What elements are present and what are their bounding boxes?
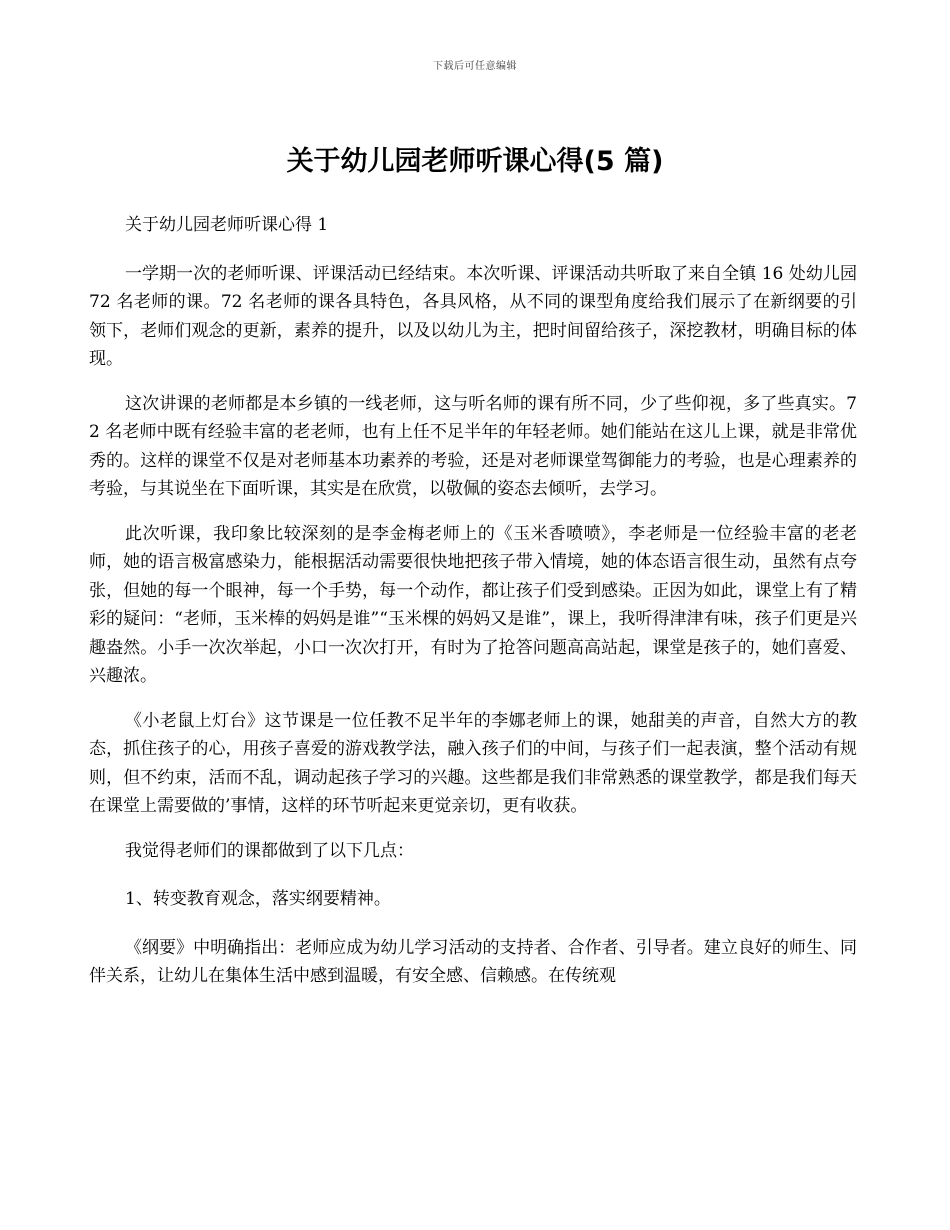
paragraph-3: 此次听课，我印象比较深刻的是李金梅老师上的《玉米香喷喷》，李老师是一位经验丰富的老老师，她的语言极富感染力，能根据活动需要很快地把孩子带入情境，她的体态语言很生动，虽然有点夸张，但她的每一个眼神，每一个手势，每一个动作，都让孩子们受到感染。正因为如此，课堂上有了精彩的疑问：“老师，玉米棒的妈妈是谁”“玉米棵的妈妈又是谁”，课上，我听得津津有味，孩子们更是兴趣盎然。小手一次次举起，小口一次次打开，有时为了抢答问题高高站起，课堂是孩子的，她们喜爱、兴趣浓。	[89, 523, 857, 686]
paragraph-5: 我觉得老师们的课都做到了以下几点：	[125, 840, 414, 861]
paragraph-1: 一学期一次的老师听课、评课活动已经结束。本次听课、评课活动共听取了来自全镇 16 处幼儿园 72 名老师的课。72 名老师的课各具特色，各具风格，从不同的课型角度给我们展示了在新纲要的引领下，老师们观念的更新，素养的提升，以及以幼儿为主，把时间留给孩子，深挖教材，明确目标的体现。	[89, 263, 857, 369]
paragraph-2: 这次讲课的老师都是本乡镇的一线老师，这与听名师的课有所不同，少了些仰视，多了些真实。72 名老师中既有经验丰富的老老师，也有上任不足半年的年轻老师。她们能站在这儿上课，就是非常优秀的。这样的课堂不仅是对老师基本功素养的考验，还是对老师课堂驾御能力的考验，也是心理素养的考验，与其说坐在下面听课，其实是在欣赏，以敬佩的姿态去倾听，去学习。	[89, 393, 857, 499]
paragraph-7: 《纲要》中明确指出：老师应成为幼儿学习活动的支持者、合作者、引导者。建立良好的师生、同伴关系，让幼儿在集体生活中感到温暖，有安全感、信赖感。在传统观	[89, 937, 857, 986]
section-heading: 关于幼儿园老师听课心得 1	[125, 215, 329, 235]
document-title: 关于幼儿园老师听课心得(5 篇)	[286, 146, 664, 177]
paragraph-6: 1、转变教育观念，落实纲要精神。	[125, 889, 391, 909]
document-body	[89, 211, 857, 1007]
header-note: 下载后可任意编辑	[433, 61, 517, 72]
paragraph-4: 《小老鼠上灯台》这节课是一位任教不足半年的李娜老师上的课，她甜美的声音，自然大方的教态，抓住孩子的心，用孩子喜爱的游戏教学法，融入孩子们的中间，与孩子们一起表演，整个活动有规则，但不约束，活而不乱，调动起孩子学习的兴趣。这些都是我们非常熟悉的课堂教学，都是我们每天在课堂上需要做的’事情，这样的环节听起来更觉亲切，更有收获。	[89, 710, 857, 816]
